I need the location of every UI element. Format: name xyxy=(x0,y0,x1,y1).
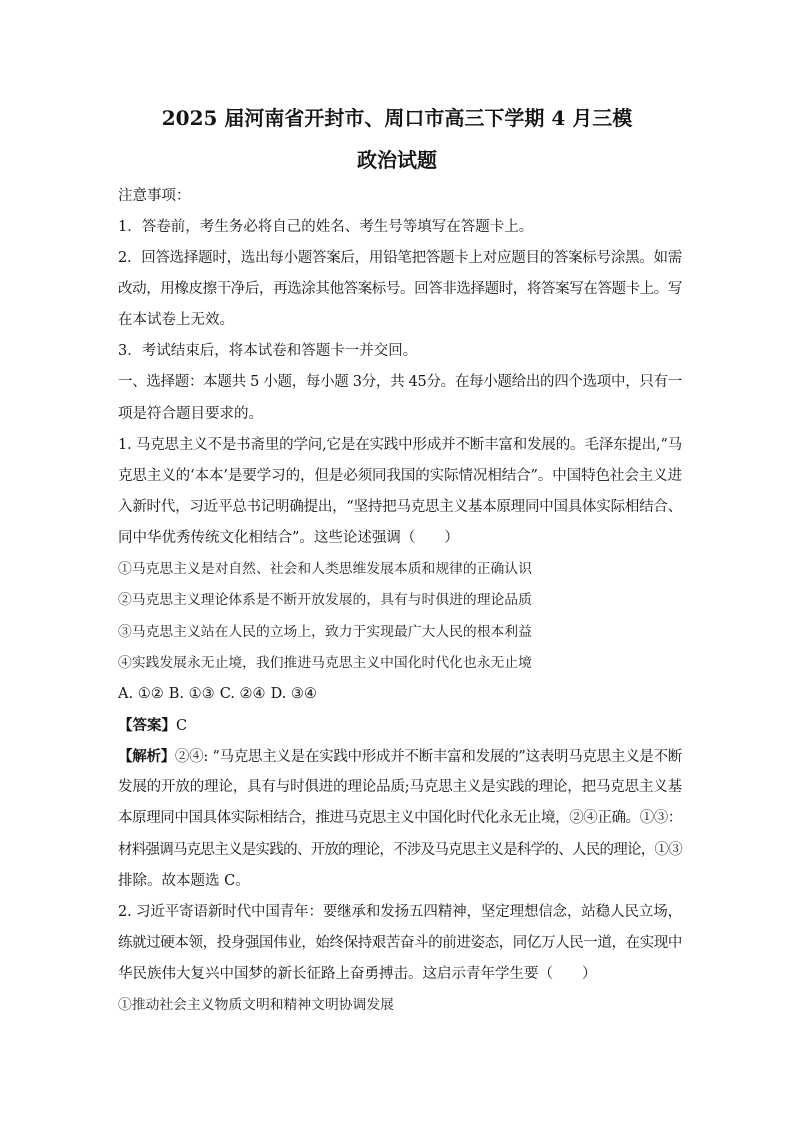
question-1-analysis-line: 本原理同中国具体实际相结合，推进马克思主义中国化时代化永无止境，②④正确。①③： xyxy=(118,810,682,827)
analysis-text: ②④: “马克思主义是在实践中形成并不断丰富和发展的”这表明马克思主义是不断 xyxy=(174,749,682,766)
question-1-analysis-line: 材料强调马克思主义是实践的、开放的理论，不涉及马克思主义是科学的、人民的理论，①③ xyxy=(118,841,682,858)
question-1-answer xyxy=(118,710,682,741)
section-heading-line: 一、选择题：本题共 5 小题，每小题 3分，共 45分。在每小题给出的四个选项中，只有一 xyxy=(118,374,682,391)
question-2-option: ①推动社会主义物质文明和精神文明协调发展 xyxy=(118,997,394,1014)
question-2-stem-line: 华民族伟大复兴中国梦的新长征路上奋勇搏击。这启示青年学生要（ ） xyxy=(118,966,597,983)
notice-item-2-line: 2．回答选择题时，选出每小题答案后，用铅笔把答题卡上对应题目的答案标号涂黑。如需 xyxy=(118,249,682,266)
question-1-analysis-line: 排除。故本题选 C。 xyxy=(118,872,250,889)
section-heading-line: 项是符合题目要求的。 xyxy=(118,405,263,422)
question-1-option: ③马克思主义站在人民的立场上，致力于实现最广大人民的根本利益 xyxy=(118,623,532,640)
answer-value: C xyxy=(176,717,188,734)
choice-c: C. ②④ xyxy=(219,685,266,702)
choice-b: B. ①③ xyxy=(168,685,215,702)
choice-d: D. ③④ xyxy=(270,685,317,702)
document-body xyxy=(118,181,682,1022)
question-1-option: ②马克思主义理论体系是不断开放发展的，具有与时俱进的理论品质 xyxy=(118,592,532,609)
notice-heading: 注意事项： xyxy=(118,187,191,204)
notice-item-3: 3．考试结束后，将本试卷和答题卡一并交回。 xyxy=(118,343,418,360)
question-1-choices xyxy=(118,679,682,710)
question-1-stem-line: 入新时代，习近平总书记明确提出，“坚持把马克思主义基本原理同中国具体实际相结合、 xyxy=(118,499,682,515)
subject-title: 政治试题 xyxy=(357,148,437,172)
question-1-option: ①马克思主义是对自然、社会和人类思维发展本质和规律的正确认识 xyxy=(118,561,532,578)
notice-item-1: 1．答卷前，考生务必将自己的姓名、考生号等填写在答题卡上。 xyxy=(118,218,534,235)
question-2-stem-line: 练就过硬本领，投身强国伟业，始终保持艰苦奋斗的前进姿态，同亿万人民一道，在实现中 xyxy=(118,934,682,951)
question-1-analysis-line xyxy=(118,741,682,772)
question-1-stem-line: 同中华优秀传统文化相结合”。这些论述强调（ ） xyxy=(118,530,459,547)
notice-item-2-line: 在本试卷上无效。 xyxy=(118,312,234,329)
question-1-analysis-line: 发展的开放的理论，具有与时俱进的理论品质;马克思主义是实践的理论，把马克思主义基 xyxy=(118,779,682,796)
question-1-stem-line: 克思主义的‘本本’是要学习的，但是必须同我国的实际情况相结合”。中国特色社会主义进 xyxy=(118,467,682,484)
notice-item-2-line: 改动，用橡皮擦干净后，再选涂其他答案标号。回答非选择题时，将答案写在答题卡上。写 xyxy=(118,281,682,298)
question-1-stem-line: 1. 马克思主义不是书斋里的学问,它是在实践中形成并不断丰富和发展的。毛泽东提出,“马 xyxy=(118,436,682,453)
answer-label: 【答案】 xyxy=(118,716,176,734)
choice-a: A. ①② xyxy=(118,685,164,702)
question-2-stem-line: 2. 习近平寄语新时代中国青年：要继承和发扬五四精神，坚定理想信念，站稳人民立场， xyxy=(118,903,682,920)
page-title: 2025 届河南省开封市、周口市高三下学期 4 月三模 xyxy=(161,106,633,130)
question-1-option: ④实践发展永无止境，我们推进马克思主义中国化时代化也永无止境 xyxy=(118,654,532,671)
analysis-label: 【解析】 xyxy=(118,748,175,766)
